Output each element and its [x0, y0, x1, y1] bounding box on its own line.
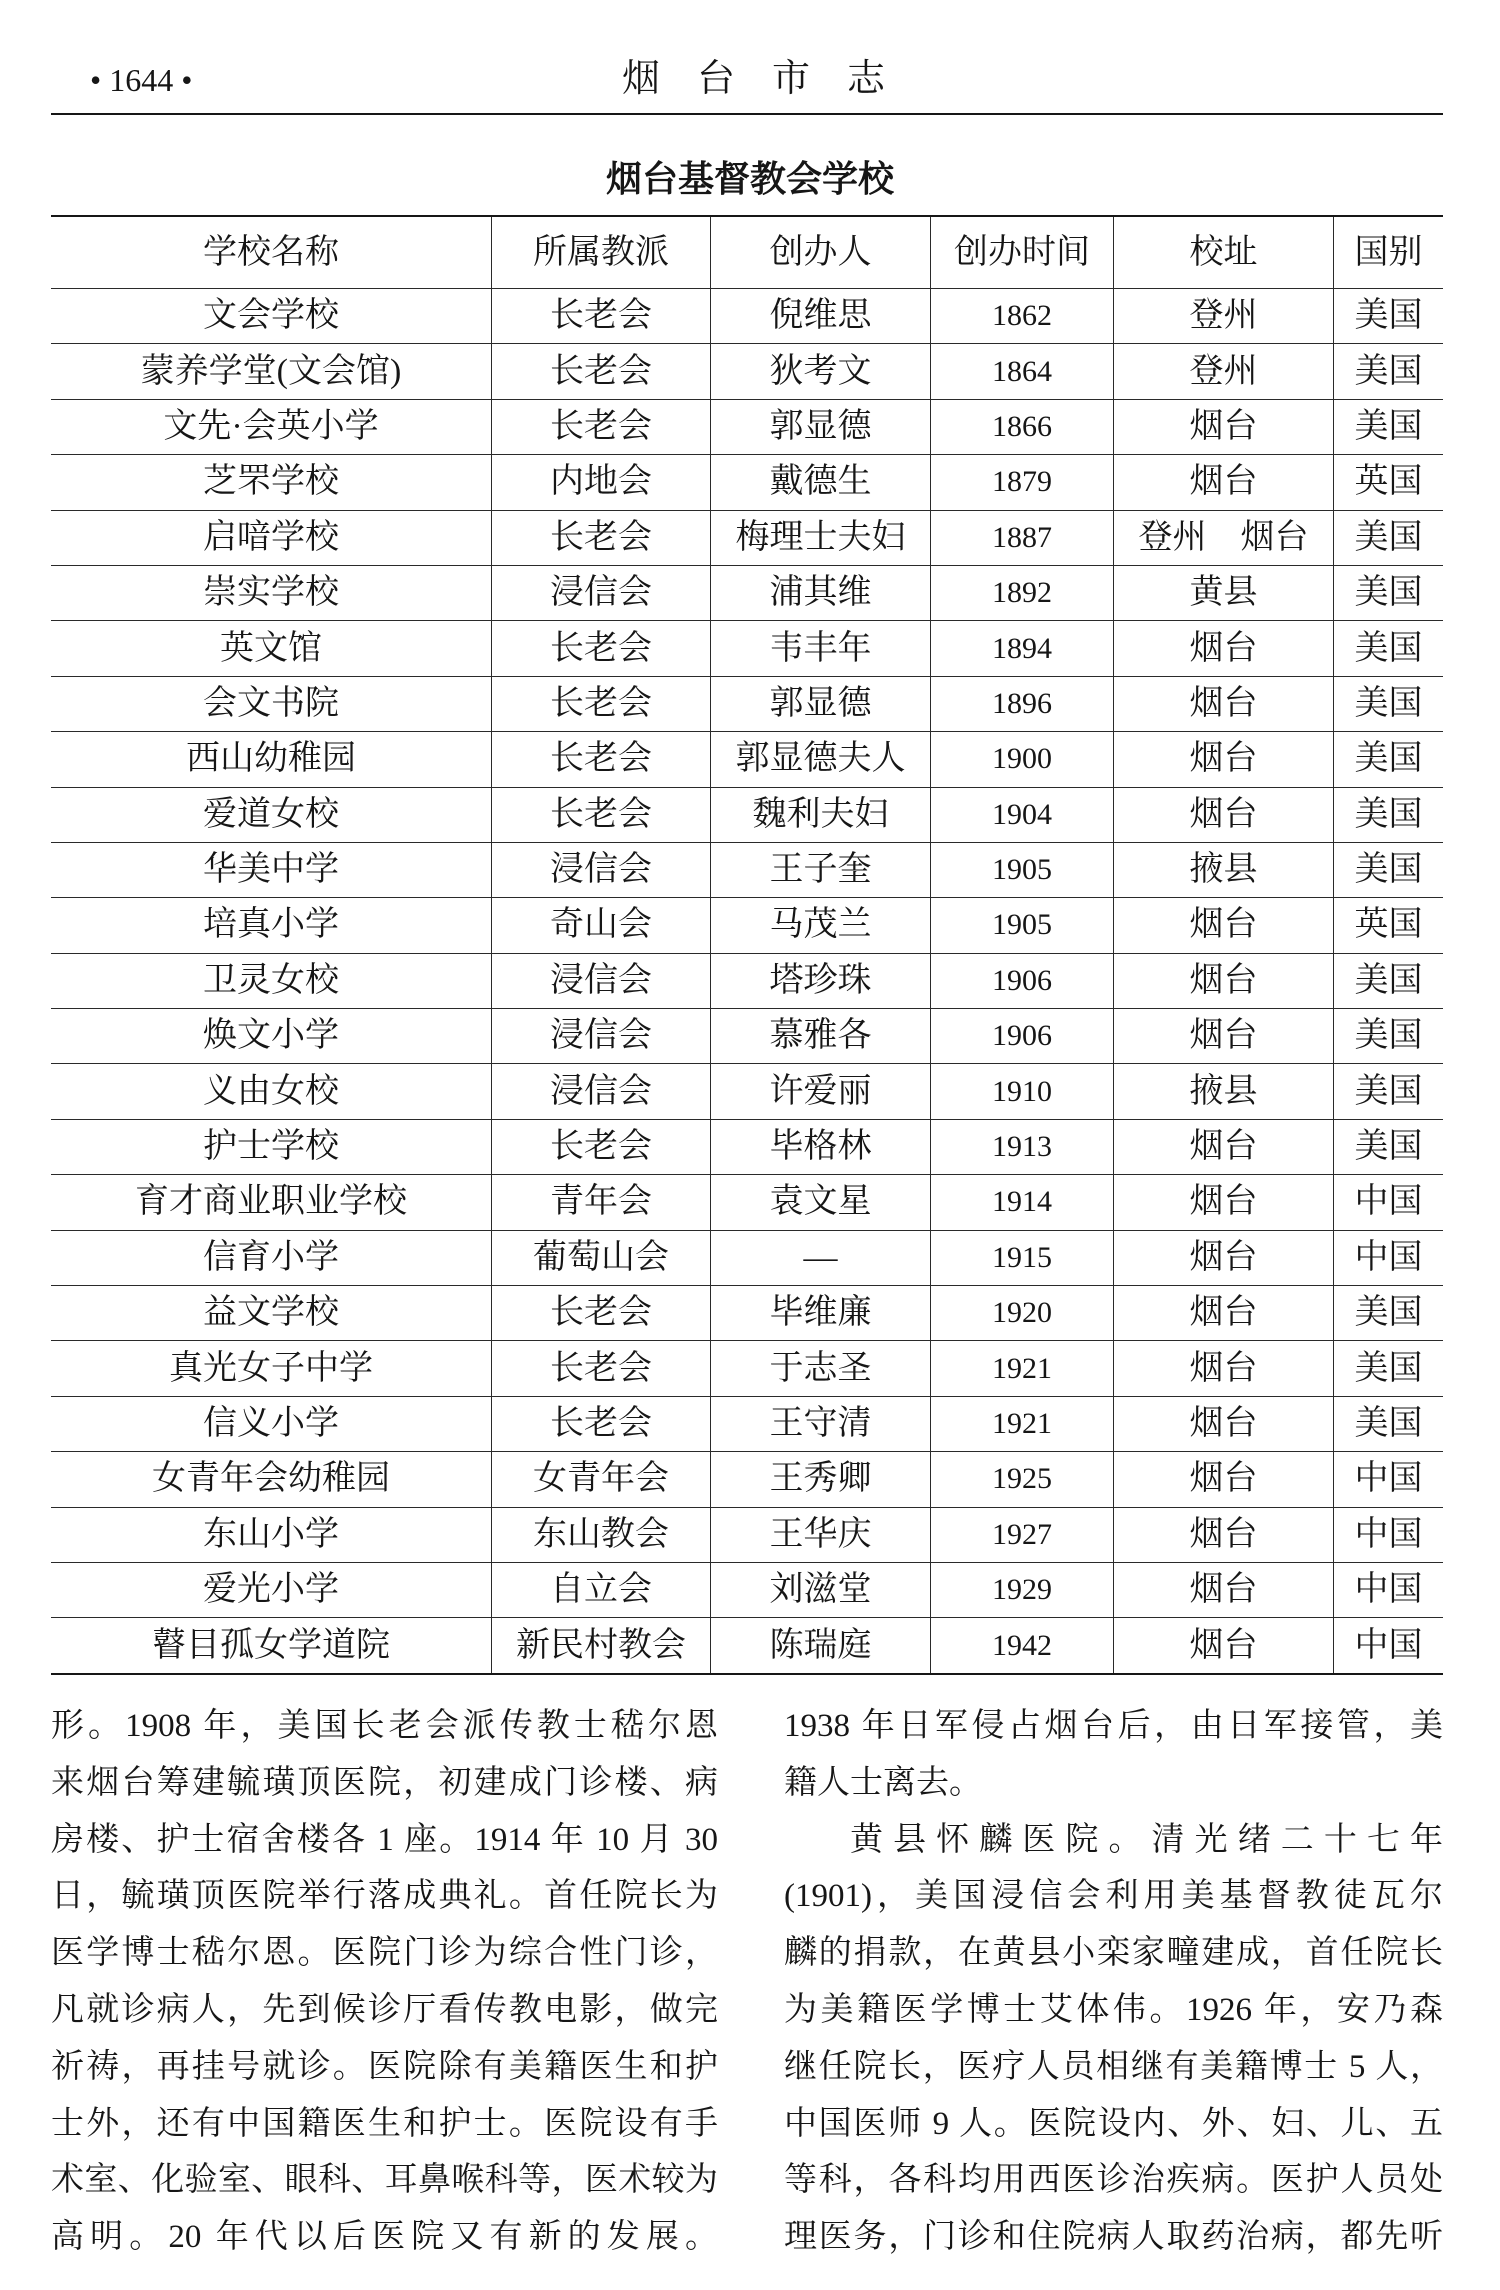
cell-denomination: 长老会 [491, 289, 710, 343]
cell-country: 美国 [1333, 954, 1443, 1008]
cell-school-name: 瞽目孤女学道院 [152, 1626, 390, 1664]
text-line: 为美籍医学博士艾体伟。1926 年，安乃森 [784, 1991, 1443, 2028]
cell-location: 烟台 [1113, 1341, 1333, 1395]
cell-country: 美国 [1333, 400, 1443, 454]
table-row [51, 1617, 1443, 1672]
cell-school-name: 会文书院 [203, 684, 339, 722]
cell-denomination: 长老会 [491, 511, 710, 565]
header-rule [51, 113, 1443, 115]
cell-founded-year: 1915 [930, 1231, 1113, 1285]
text-line: 籍人士离去。 [784, 1764, 982, 1801]
cell-school-name: 女青年会幼稚园 [152, 1460, 390, 1498]
cell-founded-year: 1906 [930, 1009, 1113, 1063]
cell-location: 烟台 [1113, 1618, 1333, 1672]
table-row [51, 676, 1443, 731]
table-row [51, 1451, 1443, 1506]
cell-founder: 郭显德夫人 [710, 732, 930, 786]
text-line: 凡就诊病人，先到候诊厅看传教电影，做完 [51, 1991, 718, 2028]
cell-founder: 梅理士夫妇 [710, 511, 930, 565]
cell-location: 掖县 [1113, 1064, 1333, 1118]
cell-founder: 王秀卿 [710, 1452, 930, 1506]
cell-denomination: 浸信会 [491, 1064, 710, 1118]
cell-school-name: 文会学校 [203, 297, 339, 335]
cell-location: 烟台 [1113, 677, 1333, 731]
table-row [51, 343, 1443, 398]
table-header-row [51, 217, 1443, 288]
text-column-left [51, 1698, 718, 2266]
cell-school-name: 华美中学 [203, 851, 339, 889]
cell-country: 中国 [1333, 1618, 1443, 1672]
text-line: (1901)，美国浸信会利用美基督教徒瓦尔 [784, 1878, 1443, 1915]
cell-founded-year: 1900 [930, 732, 1113, 786]
cell-founder: 袁文星 [710, 1175, 930, 1229]
table-row [51, 787, 1443, 842]
cell-founder: 马茂兰 [710, 898, 930, 952]
cell-founder: — [710, 1231, 930, 1285]
cell-founder: 狄考文 [710, 344, 930, 398]
cell-location: 烟台 [1113, 1452, 1333, 1506]
cell-location: 掖县 [1113, 843, 1333, 897]
cell-location: 烟台 [1113, 455, 1333, 509]
cell-founded-year: 1913 [930, 1120, 1113, 1174]
text-column-right [784, 1698, 1443, 2266]
cell-location: 黄县 [1113, 566, 1333, 620]
cell-founded-year: 1921 [930, 1397, 1113, 1451]
cell-country: 美国 [1333, 788, 1443, 842]
cell-founded-year: 1927 [930, 1508, 1113, 1562]
table-row [51, 1008, 1443, 1063]
cell-location: 烟台 [1113, 621, 1333, 675]
table-row [51, 1396, 1443, 1451]
column-header-school-name: 学校名称 [203, 233, 339, 271]
cell-country: 美国 [1333, 621, 1443, 675]
cell-location: 烟台 [1113, 1009, 1333, 1063]
table-row [51, 454, 1443, 509]
text-line: 黄县怀麟医院。清光绪二十七年 [850, 1821, 1443, 1858]
cell-location: 登州 [1113, 289, 1333, 343]
cell-school-name: 芝罘学校 [203, 463, 339, 501]
cell-denomination: 浸信会 [491, 843, 710, 897]
cell-founded-year: 1921 [930, 1341, 1113, 1395]
cell-founded-year: 1866 [930, 400, 1113, 454]
cell-denomination: 长老会 [491, 732, 710, 786]
text-line: 麟的捐款，在黄县小栾家疃建成，首任院长 [784, 1935, 1443, 1972]
table-row [51, 510, 1443, 565]
cell-denomination: 浸信会 [491, 954, 710, 1008]
cell-school-name: 义由女校 [203, 1072, 339, 1110]
table-title: 烟台基督教会学校 [605, 159, 894, 199]
cell-denomination: 自立会 [491, 1563, 710, 1617]
cell-location: 登州 烟台 [1113, 511, 1333, 565]
cell-country: 美国 [1333, 511, 1443, 565]
schools-table [51, 215, 1443, 1675]
column-header-founded-year: 创办时间 [930, 217, 1113, 288]
cell-country: 中国 [1333, 1563, 1443, 1617]
cell-founder: 魏利夫妇 [710, 788, 930, 842]
cell-school-name: 育才商业职业学校 [135, 1183, 407, 1221]
table-row [51, 1119, 1443, 1174]
cell-school-name: 焕文小学 [203, 1017, 339, 1055]
cell-founder: 韦丰年 [710, 621, 930, 675]
text-line: 理医务，门诊和住院病人取药治病，都先听 [784, 2219, 1443, 2256]
cell-school-name: 东山小学 [203, 1515, 339, 1553]
table-row [51, 620, 1443, 675]
cell-founder: 毕格林 [710, 1120, 930, 1174]
cell-denomination: 女青年会 [491, 1452, 710, 1506]
cell-founded-year: 1892 [930, 566, 1113, 620]
cell-founder: 毕维廉 [710, 1286, 930, 1340]
table-row [51, 1562, 1443, 1617]
cell-founder: 郭显德 [710, 400, 930, 454]
cell-founded-year: 1896 [930, 677, 1113, 731]
cell-founder: 倪维思 [710, 289, 930, 343]
cell-location: 烟台 [1113, 1286, 1333, 1340]
book-title: 烟台市志 [622, 58, 923, 100]
cell-founded-year: 1920 [930, 1286, 1113, 1340]
cell-founder: 于志圣 [710, 1341, 930, 1395]
cell-location: 烟台 [1113, 400, 1333, 454]
cell-location: 烟台 [1113, 1120, 1333, 1174]
text-line: 来烟台筹建毓璜顶医院，初建成门诊楼、病 [51, 1764, 718, 1801]
cell-founded-year: 1862 [930, 289, 1113, 343]
cell-denomination: 长老会 [491, 621, 710, 675]
cell-school-name: 培真小学 [203, 906, 339, 944]
cell-location: 烟台 [1113, 732, 1333, 786]
cell-country: 美国 [1333, 566, 1443, 620]
cell-country: 中国 [1333, 1508, 1443, 1562]
cell-founder: 戴德生 [710, 455, 930, 509]
table-row [51, 565, 1443, 620]
cell-country: 美国 [1333, 1286, 1443, 1340]
cell-founded-year: 1925 [930, 1452, 1113, 1506]
text-line: 房楼、护士宿舍楼各 1 座。1914 年 10 月 30 [51, 1821, 718, 1858]
cell-location: 烟台 [1113, 788, 1333, 842]
cell-founded-year: 1887 [930, 511, 1113, 565]
cell-founded-year: 1905 [930, 898, 1113, 952]
text-line: 形。1908 年，美国长老会派传教士嵇尔恩 [51, 1708, 718, 1744]
cell-country: 美国 [1333, 344, 1443, 398]
cell-school-name: 卫灵女校 [203, 961, 339, 999]
text-line: 士外，还有中国籍医生和护士。医院设有手 [51, 2105, 718, 2142]
cell-country: 中国 [1333, 1231, 1443, 1285]
cell-founder: 王守清 [710, 1397, 930, 1451]
table-row [51, 842, 1443, 897]
cell-denomination: 长老会 [491, 344, 710, 398]
cell-location: 烟台 [1113, 954, 1333, 1008]
cell-denomination: 长老会 [491, 1341, 710, 1395]
cell-denomination: 长老会 [491, 1286, 710, 1340]
text-line: 中国医师 9 人。医院设内、外、妇、儿、五 [784, 2105, 1443, 2142]
cell-country: 美国 [1333, 1341, 1443, 1395]
cell-country: 美国 [1333, 1009, 1443, 1063]
cell-founded-year: 1910 [930, 1064, 1113, 1118]
cell-founded-year: 1942 [930, 1618, 1113, 1672]
cell-school-name: 英文馆 [220, 629, 322, 667]
cell-founded-year: 1894 [930, 621, 1113, 675]
cell-school-name: 爱道女校 [203, 795, 339, 833]
cell-school-name: 信育小学 [203, 1238, 339, 1276]
table-row [51, 1340, 1443, 1395]
cell-denomination: 东山教会 [491, 1508, 710, 1562]
cell-denomination: 新民村教会 [491, 1618, 710, 1672]
cell-school-name: 崇实学校 [203, 574, 339, 612]
cell-country: 英国 [1333, 898, 1443, 952]
cell-denomination: 浸信会 [491, 1009, 710, 1063]
cell-denomination: 长老会 [491, 677, 710, 731]
cell-founded-year: 1904 [930, 788, 1113, 842]
table-row [51, 1063, 1443, 1118]
table-row [51, 399, 1443, 454]
column-header-denomination: 所属教派 [491, 217, 710, 288]
text-line: 高明。20 年代以后医院又有新的发展。 [51, 2219, 718, 2256]
cell-country: 中国 [1333, 1175, 1443, 1229]
cell-location: 登州 [1113, 344, 1333, 398]
cell-founder: 浦其维 [710, 566, 930, 620]
page-number: • 1644 • [90, 62, 193, 98]
cell-country: 美国 [1333, 1120, 1443, 1174]
cell-founder: 陈瑞庭 [710, 1618, 930, 1672]
text-line: 术室、化验室、眼科、耳鼻喉科等，医术较为 [51, 2162, 718, 2199]
cell-school-name: 西山幼稚园 [186, 740, 356, 778]
cell-location: 烟台 [1113, 1397, 1333, 1451]
cell-founder: 塔珍珠 [710, 954, 930, 1008]
cell-founded-year: 1929 [930, 1563, 1113, 1617]
table-row [51, 1174, 1443, 1229]
cell-denomination: 内地会 [491, 455, 710, 509]
cell-school-name: 护士学校 [203, 1128, 339, 1166]
cell-founder: 王子奎 [710, 843, 930, 897]
cell-founder: 许爱丽 [710, 1064, 930, 1118]
cell-school-name: 文先·会英小学 [163, 407, 379, 445]
cell-founder: 郭显德 [710, 677, 930, 731]
cell-denomination: 浸信会 [491, 566, 710, 620]
cell-country: 美国 [1333, 677, 1443, 731]
cell-founder: 刘滋堂 [710, 1563, 930, 1617]
cell-location: 烟台 [1113, 1175, 1333, 1229]
cell-country: 美国 [1333, 289, 1443, 343]
text-line: 等科，各科均用西医诊治疾病。医护人员处 [784, 2162, 1443, 2199]
cell-location: 烟台 [1113, 1231, 1333, 1285]
text-line: 祈祷，再挂号就诊。医院除有美籍医生和护 [51, 2048, 718, 2085]
cell-founded-year: 1879 [930, 455, 1113, 509]
cell-school-name: 益文学校 [203, 1294, 339, 1332]
cell-location: 烟台 [1113, 1563, 1333, 1617]
cell-denomination: 奇山会 [491, 898, 710, 952]
cell-denomination: 长老会 [491, 1120, 710, 1174]
text-line: 继任院长，医疗人员相继有美籍博士 5 人， [784, 2048, 1443, 2085]
cell-country: 英国 [1333, 455, 1443, 509]
cell-country: 美国 [1333, 1397, 1443, 1451]
cell-country: 中国 [1333, 1452, 1443, 1506]
cell-school-name: 真光女子中学 [169, 1349, 373, 1387]
cell-denomination: 青年会 [491, 1175, 710, 1229]
cell-location: 烟台 [1113, 898, 1333, 952]
table-row [51, 1285, 1443, 1340]
cell-country: 美国 [1333, 1064, 1443, 1118]
cell-location: 烟台 [1113, 1508, 1333, 1562]
cell-denomination: 长老会 [491, 400, 710, 454]
cell-school-name: 爱光小学 [203, 1571, 339, 1609]
column-header-location: 校址 [1113, 217, 1333, 288]
cell-founded-year: 1905 [930, 843, 1113, 897]
column-header-founder: 创办人 [710, 217, 930, 288]
cell-country: 美国 [1333, 843, 1443, 897]
cell-founded-year: 1864 [930, 344, 1113, 398]
cell-founded-year: 1906 [930, 954, 1113, 1008]
table-row [51, 731, 1443, 786]
text-line: 医学博士嵇尔恩。医院门诊为综合性门诊， [51, 1935, 718, 1972]
cell-denomination: 长老会 [491, 788, 710, 842]
cell-school-name: 蒙养学堂(文会馆) [140, 352, 402, 390]
table-row [51, 897, 1443, 952]
cell-denomination: 葡萄山会 [491, 1231, 710, 1285]
table-row [51, 1507, 1443, 1562]
text-line: 日，毓璜顶医院举行落成典礼。首任院长为 [51, 1878, 718, 1915]
text-line: 1938 年日军侵占烟台后，由日军接管，美 [784, 1708, 1443, 1744]
cell-founder: 王华庆 [710, 1508, 930, 1562]
cell-country: 美国 [1333, 732, 1443, 786]
table-row [51, 953, 1443, 1008]
cell-denomination: 长老会 [491, 1397, 710, 1451]
table-row [51, 288, 1443, 343]
cell-founded-year: 1914 [930, 1175, 1113, 1229]
cell-founder: 慕雅各 [710, 1009, 930, 1063]
cell-school-name: 信义小学 [203, 1405, 339, 1442]
table-row [51, 1230, 1443, 1285]
cell-school-name: 启喑学校 [203, 518, 339, 556]
column-header-country: 国别 [1333, 217, 1443, 288]
